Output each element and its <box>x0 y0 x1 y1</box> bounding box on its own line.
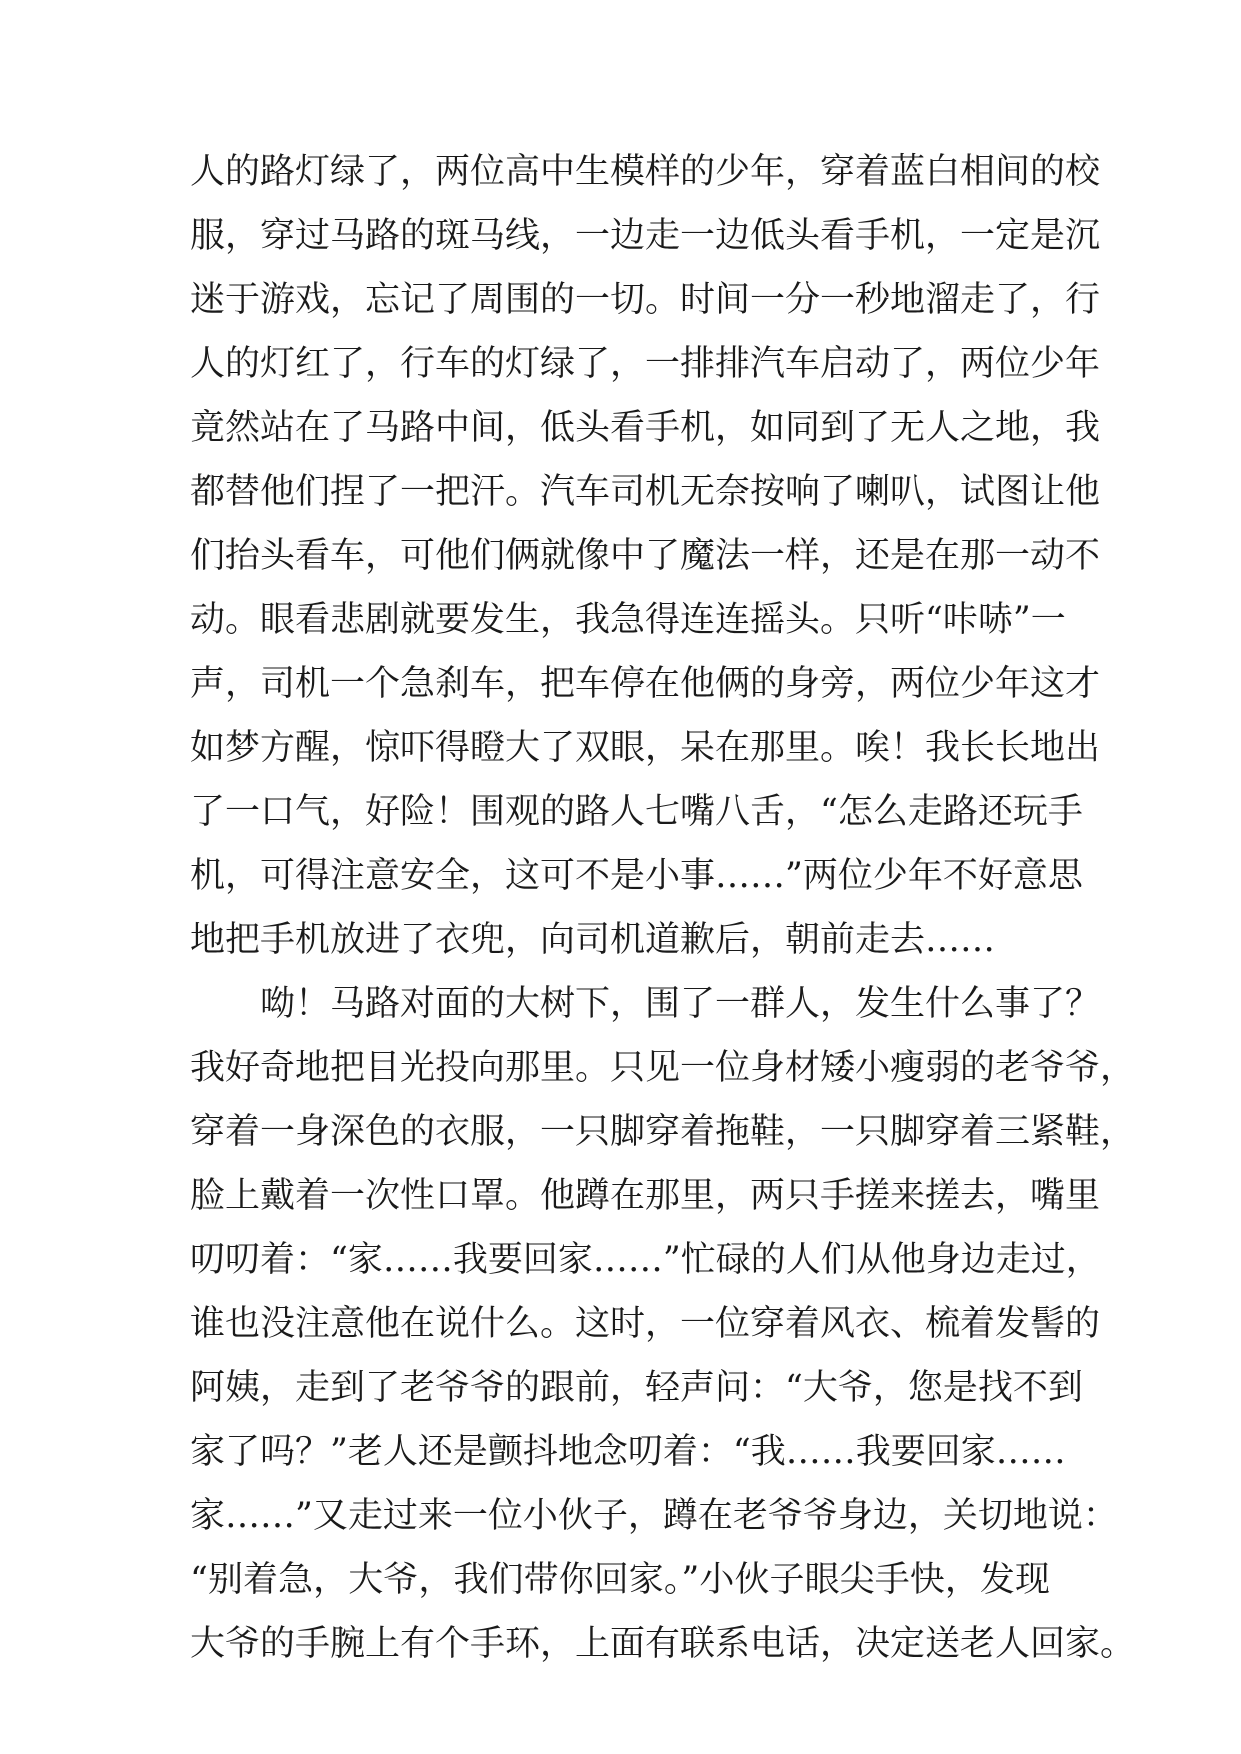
text-line: 竟然站在了马路中间，低头看手机，如同到了无人之地，我 <box>190 408 1101 448</box>
text-line: 人的路灯绿了，两位高中生模样的少年，穿着蓝白相间的校 <box>190 152 1101 192</box>
body-text <box>190 140 1136 1676</box>
paragraph-2 <box>190 972 1136 1676</box>
text-line: 动。眼看悲剧就要发生，我急得连连摇头。只听“咔哧”一 <box>190 600 1066 640</box>
text-line: 都替他们捏了一把汗。汽车司机无奈按响了喇叭，试图让他 <box>190 472 1101 512</box>
text-line: 呦！马路对面的大树下，围了一群人，发生什么事了？ <box>260 984 1101 1024</box>
text-line: 脸上戴着一次性口罩。他蹲在那里，两只手搓来搓去，嘴里 <box>190 1176 1101 1216</box>
text-line: 谁也没注意他在说什么。这时，一位穿着风衣、梳着发髻的 <box>190 1304 1101 1344</box>
text-line: 叨叨着：“家……我要回家……”忙碌的人们从他身边走过， <box>190 1240 1101 1280</box>
text-line: “别着急，大爷，我们带你回家。”小伙子眼尖手快，发现 <box>190 1560 1050 1600</box>
text-line: 家了吗？”老人还是颤抖地念叨着：“我……我要回家…… <box>190 1432 1066 1472</box>
text-line: 机，可得注意安全，这可不是小事……”两位少年不好意思 <box>190 856 1083 896</box>
text-line: 迷于游戏，忘记了周围的一切。时间一分一秒地溜走了，行 <box>190 280 1101 320</box>
text-line: 声，司机一个急刹车，把车停在他俩的身旁，两位少年这才 <box>190 664 1101 704</box>
text-line: 穿着一身深色的衣服，一只脚穿着拖鞋，一只脚穿着三紧鞋， <box>190 1112 1136 1152</box>
text-line: 地把手机放进了衣兜，向司机道歉后，朝前走去…… <box>190 920 996 960</box>
text-line: 如梦方醒，惊吓得瞪大了双眼，呆在那里。唉！我长长地出 <box>190 728 1101 768</box>
text-line: 人的灯红了，行车的灯绿了，一排排汽车启动了，两位少年 <box>190 344 1101 384</box>
text-line: 阿姨，走到了老爷爷的跟前，轻声问：“大爷，您是找不到 <box>190 1368 1083 1408</box>
text-line: 我好奇地把目光投向那里。只见一位身材矮小瘦弱的老爷爷， <box>190 1048 1136 1088</box>
paragraph-1 <box>190 140 1101 972</box>
text-line: 家……”又走过来一位小伙子，蹲在老爷爷身边，关切地说： <box>190 1496 1118 1536</box>
text-line: 了一口气，好险！围观的路人七嘴八舌，“怎么走路还玩手 <box>190 792 1083 832</box>
text-line: 们抬头看车，可他们俩就像中了魔法一样，还是在那一动不 <box>190 536 1101 576</box>
text-line: 服，穿过马路的斑马线，一边走一边低头看手机，一定是沉 <box>190 216 1101 256</box>
text-line: 大爷的手腕上有个手环，上面有联系电话，决定送老人回家。 <box>190 1624 1136 1664</box>
